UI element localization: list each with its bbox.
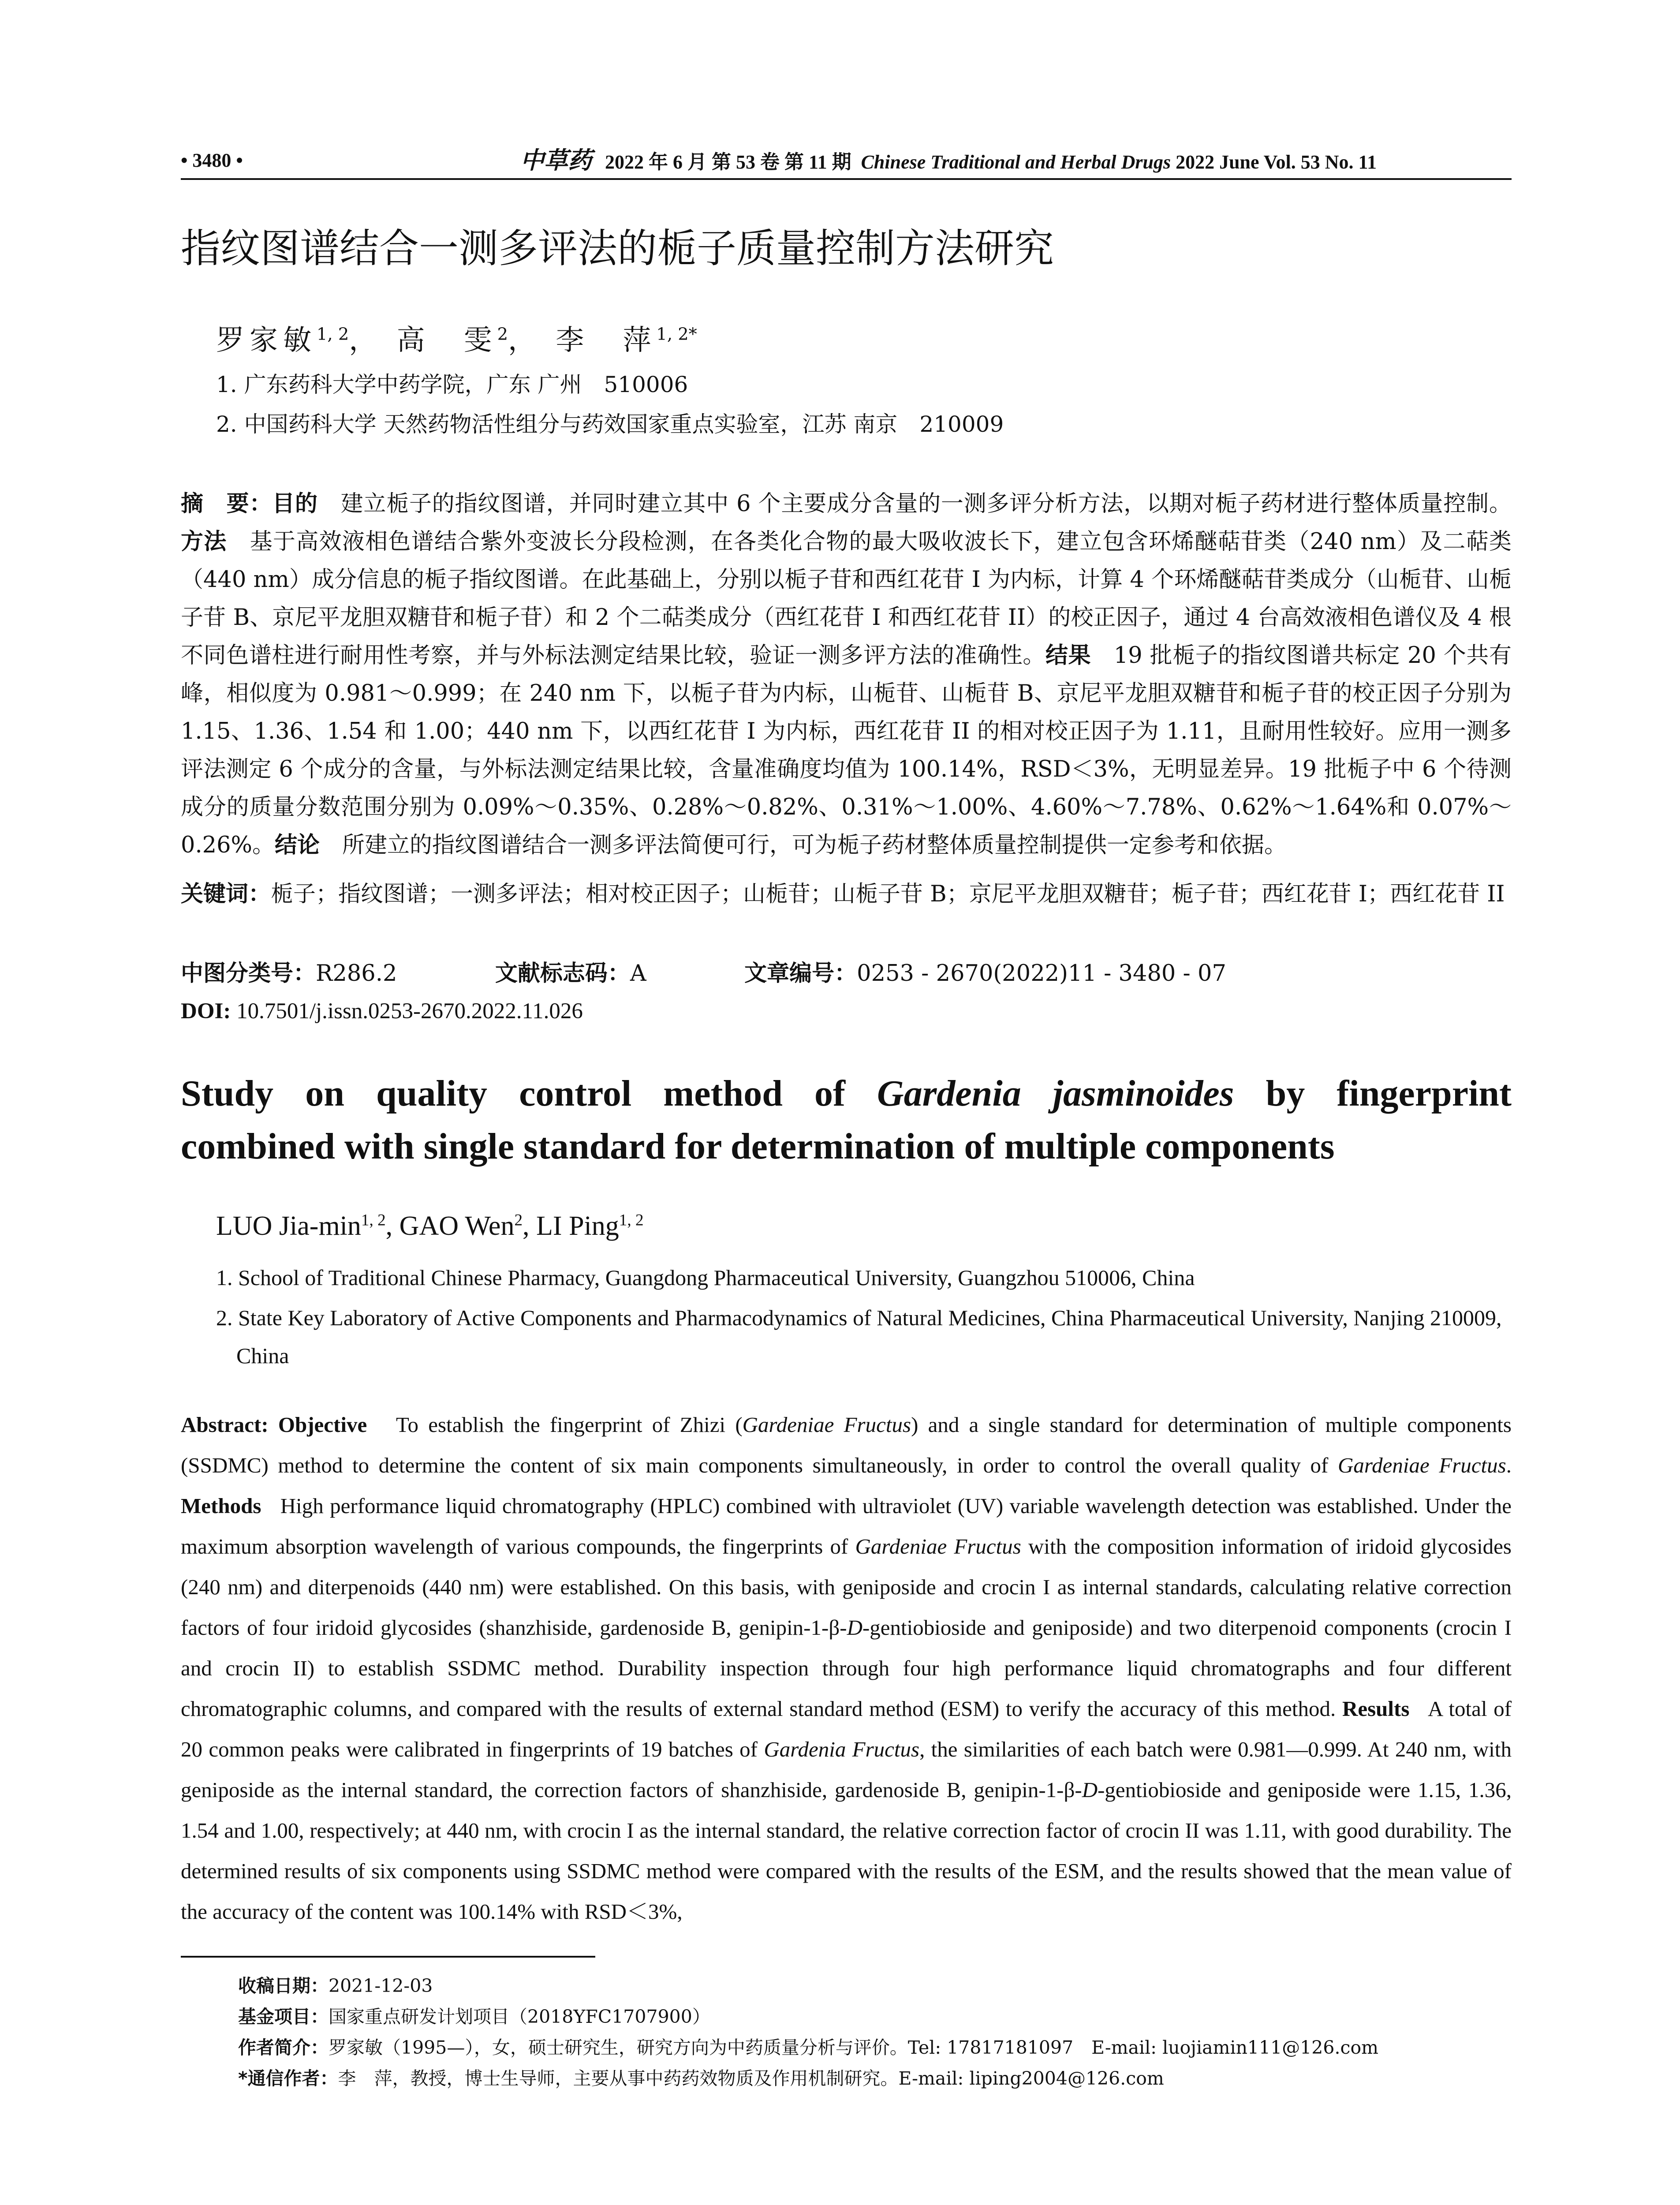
keywords-text: 栀子；指纹图谱；一测多评法；相对校正因子；山栀苷；山栀子苷 B；京尼平龙胆双糖苷；栀子苷；西红花苷 I；西红花苷 II — [271, 881, 1505, 907]
results-cn-text: 19 批栀子的指纹图谱共标定 20 个共有峰，相似度为 0.981～0.999；在 240 nm 下，以栀子苷为内标，山栀苷、山栀苷 B、京尼平龙胆双糖苷和栀子苷的校正因子分别为 1.15、1.36、1.54 和 1.00；440 nm 下，以西红花苷 I 为内标，西红花苷 II 的相对校正因子为 1.11，且耐用性较好。应用一测多评法测定 6 个成分的含量，与外标法测定结果比较，含量准确度均值为 100.14%，RSD＜3%，无明显差异。19 批栀子中 6 个待测成分的质量分数范围分别为 0.09%～0.35%、0.28%～0.82%、0.31%～1.00%、4.60%～7.78%、0.62%～1.64%和 0.07%～0.26%。 — [181, 643, 1512, 858]
footnotes — [238, 1970, 1378, 2094]
conclusion-cn-label: 结论 — [275, 832, 320, 858]
corresponding-label: *通信作者： — [238, 2068, 338, 2089]
author-bio-label: 作者简介： — [238, 2037, 329, 2058]
article-no-value: 0253 - 2670(2022)11 - 3480 - 07 — [857, 960, 1226, 987]
doi-value: 10.7501/j.issn.0253-2670.2022.11.026 — [236, 999, 583, 1024]
title-en-line-1: Study on quality control method of Gardenia jasminoides by fingerprint — [181, 1073, 1512, 1114]
author-cn-2-affil: 2 — [497, 324, 508, 344]
journal-info — [520, 143, 1377, 180]
issue-cn: 2022 年 6 月 第 53 卷 第 11 期 — [605, 151, 851, 173]
authors-cn: 罗家敏$^{1, 2}$， 高 雯$^2$， 李 萍$^{1, 2*}$ — [216, 324, 697, 357]
affiliation-en-2: 2. State Key Laboratory of Active Components and Pharmacodynamics of Natural Medicines, China Pharmaceutical University, Nanjing 210009, China — [216, 1305, 1502, 1368]
author-cn-1-affil: 1, 2 — [317, 324, 349, 344]
doi-label: DOI: — [181, 999, 231, 1024]
issue-en: 2022 June Vol. 53 No. 11 — [1176, 151, 1377, 173]
results-en-label: Results — [1342, 1697, 1410, 1721]
methods-en-text: High performance liquid chromatography (HPLC) combined with ultraviolet (UV) variable wavelength detection was established. Under the maximum absorption wavelength of various compounds, the fingerprints of Gardeniae Fructus with the composition information of iridoid glycosides (240 nm) and diterpenoids (440 nm) were established. On this basis, with geniposide and crocin I as internal standards, calculating relative correction factors of four iridoid glycosides (shanzhiside, gardenoside B, genipin-1-β-D-gentiobioside and geniposide) and two diterpenoid components (crocin I and crocin II) to establish SSDMC method. Durability inspection through four high performance liquid chromatographs and four different chromatographic columns, and compared with the results of external standard method (ESM) to verify the accuracy of this method. — [181, 1494, 1512, 1721]
doc-code-value: A — [630, 960, 646, 987]
author-en-2: GAO Wen — [399, 1211, 515, 1241]
footnote-author — [238, 2032, 1378, 2063]
author-en-1-affil: 1, 2 — [361, 1211, 386, 1230]
article-no-label: 文章编号： — [744, 960, 857, 987]
page-number: • 3480 • — [181, 149, 243, 171]
methods-cn-label: 方法 — [181, 529, 227, 555]
fund-label: 基金项目： — [238, 2006, 329, 2027]
author-cn-1: 罗家敏 — [216, 324, 317, 357]
methods-en-label: Methods — [181, 1494, 261, 1518]
author-en-2-affil: 2 — [514, 1211, 523, 1230]
received-label: 收稿日期： — [238, 1975, 329, 1996]
results-cn-label: 结果 — [1045, 643, 1091, 669]
author-cn-2: 高 雯 — [396, 324, 497, 357]
doc-code-label: 文献标志码： — [495, 960, 630, 987]
journal-name-cn: 中草药 — [520, 147, 592, 174]
keywords-cn — [181, 875, 1512, 913]
objective-cn-label: 目的 — [272, 491, 318, 517]
objective-en-label: Objective — [278, 1413, 367, 1437]
objective-cn-text: 建立栀子的指纹图谱，并同时建立其中 6 个主要成分含量的一测多评分析方法，以期对栀子药材进行整体质量控制。 — [340, 491, 1512, 517]
author-en-1: LUO Jia-min — [216, 1211, 361, 1241]
title-en — [181, 1067, 1512, 1173]
abstract-cn-label: 摘 要： — [181, 491, 273, 517]
classification-line — [181, 955, 1226, 993]
doi-line — [181, 992, 583, 1030]
footnote-fund — [238, 2001, 1378, 2032]
objective-en-text: To establish the fingerprint of Zhizi (Gardeniae Fructus) and a single standard for determination of multiple components (SSDMC) method to determine the content of six main components simultaneously, in order to control the overall quality of Gardeniae Fructus. — [181, 1413, 1512, 1477]
title-en-line-2: combined with single standard for determination of multiple components — [181, 1126, 1335, 1167]
abstract-en-label: Abstract: — [181, 1413, 269, 1437]
journal-name-en: Chinese Traditional and Herbal Drugs — [861, 151, 1171, 173]
conclusion-cn-text: 所建立的指纹图谱结合一测多评法简便可行，可为栀子药材整体质量控制提供一定参考和依据。 — [342, 832, 1287, 858]
methods-cn-text: 基于高效液相色谱结合紫外变波长分段检测，在各类化合物的最大吸收波长下，建立包含环烯醚萜苷类（240 nm）及二萜类（440 nm）成分信息的栀子指纹图谱。在此基础上，分别以栀子苷和西红花苷 I 为内标，计算 4 个环烯醚萜苷类成分（山栀苷、山栀子苷 B、京尼平龙胆双糖苷和栀子苷）和 2 个二萜类成分（西红花苷 I 和西红花苷 II）的校正因子，通过 4 台高效液相色谱仪及 4 根不同色谱柱进行耐用性考察，并与外标法测定结果比较，验证一测多评方法的准确性。 — [181, 529, 1512, 669]
author-en-3: LI Ping — [536, 1211, 619, 1241]
results-en-text: A total of 20 common peaks were calibrated in fingerprints of 19 batches of Gardenia Fructus, the similarities of each batch were 0.981—0.999. At 240 nm, with geniposide as the internal standard, the correction factors of shanzhiside, gardenoside B, genipin-1-β-D-gentiobioside and geniposide were 1.15, 1.36, 1.54 and 1.00, respectively; at 440 nm, with crocin I as the internal standard, the relative correction factor of crocin II was 1.11, with good durability. The determined results of six components using SSDMC method were compared with the results of the ESM, and the results showed that the mean value of the accuracy of the content was 100.14% with RSD＜3%, — [181, 1697, 1512, 1924]
footnote-corresponding — [238, 2063, 1378, 2094]
clc-label: 中图分类号： — [181, 960, 316, 987]
received-value: 2021-12-03 — [329, 1975, 433, 1996]
footnote-rule — [181, 1956, 595, 1958]
corresponding-value: 李 萍，教授，博士生导师，主要从事中药药效物质及作用机制研究。E-mail: liping2004@126.com — [338, 2068, 1164, 2089]
title-cn: 指纹图谱结合一测多评法的栀子质量控制方法研究 — [181, 225, 1054, 272]
abstract-cn — [181, 485, 1512, 864]
affiliation-cn-1: 1. 广东药科大学中药学院，广东 广州 510006 — [216, 372, 688, 397]
author-cn-3-affil: 1, 2* — [656, 324, 697, 344]
clc-value: R286.2 — [316, 960, 397, 987]
author-en-3-affil: 1, 2 — [619, 1211, 644, 1230]
affiliation-en-1: 1. School of Traditional Chinese Pharmacy, Guangdong Pharmaceutical University, Guangzhou 510006, China — [216, 1265, 1195, 1290]
fund-value: 国家重点研发计划项目（2018YFC1707900） — [329, 2006, 710, 2027]
footnote-received — [238, 1970, 1378, 2001]
authors-en: LUO Jia-$\min^{1, 2}$, GAO Wen$^2$, LI Ping$^{1, 2}$ — [216, 1211, 644, 1241]
author-bio-value: 罗家敏（1995—），女，硕士研究生，研究方向为中药质量分析与评价。Tel: 17817181097 E-mail: luojiamin111@126.com — [329, 2037, 1379, 2058]
abstract-en — [181, 1405, 1512, 1932]
running-header — [181, 143, 1512, 180]
author-cn-3: 李 萍 — [556, 324, 657, 357]
keywords-label: 关键词： — [181, 881, 271, 907]
affiliation-cn-2: 2. 中国药科大学 天然药物活性组分与药效国家重点实验室，江苏 南京 210009 — [216, 411, 1004, 437]
